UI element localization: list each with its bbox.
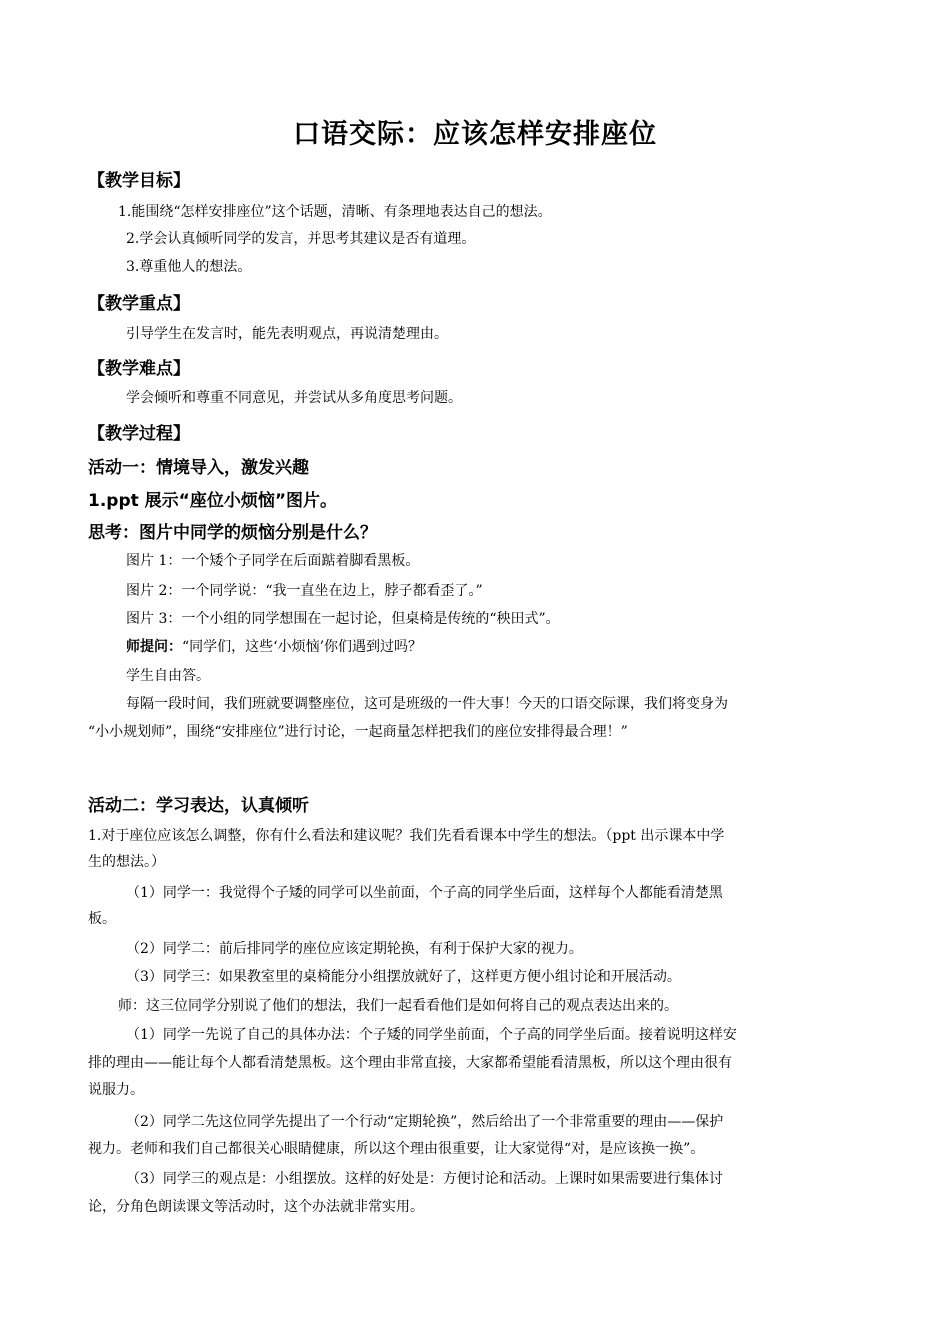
analysis-line: 视力。老师和我们自己都很关心眼睛健康，所以这个理由很重要，让大家觉得“对，是应该换一换”。	[88, 1141, 705, 1157]
picture-desc: 图片 1：一个矮个子同学在后面踮着脚看黑板。	[126, 553, 420, 569]
teacher-comment: 师：这三位同学分别说了他们的想法，我们一起看看他们是如何将自己的观点表达出来的。	[118, 998, 678, 1014]
difficulty-heading: 【教学难点】	[88, 359, 190, 379]
intro-paragraph-line: 每隔一段时间，我们班就要调整座位，这可是班级的一件大事！今天的口语交际课，我们将变身为	[126, 696, 728, 712]
analysis-line: 排的理由——能让每个人都看清楚黑板。这个理由非常直接，大家都希望能看清黑板，所以这个理由很有	[88, 1055, 732, 1071]
teacher-question	[126, 633, 422, 661]
activity2-intro-line: 生的想法。）	[88, 854, 165, 870]
activity1-step1: 1.ppt 展示“座位小烦恼”图片。	[88, 491, 338, 511]
key-heading: 【教学重点】	[88, 294, 190, 314]
analysis-line: 说服力。	[88, 1082, 144, 1098]
analysis-line: （1）同学一先说了自己的具体办法：个子矮的同学坐前面，个子高的同学坐后面。接着说明这样安	[126, 1027, 737, 1043]
analysis-line: 论，分角色朗读课文等活动时，这个办法就非常实用。	[88, 1199, 424, 1215]
teacher-label: 师提问：	[126, 639, 182, 655]
picture-desc: 图片 3：一个小组的同学想围在一起讨论，但桌椅是传统的“秧田式”。	[126, 611, 560, 627]
student-view-line: （2）同学二：前后排同学的座位应该定期轮换，有利于保护大家的视力。	[126, 941, 583, 957]
student-view-line: （3）同学三：如果教室里的桌椅能分小组摆放就好了，这样更方便小组讨论和开展活动。	[126, 969, 681, 985]
analysis-line: （2）同学二先这位同学先提出了一个行动“定期轮换”，然后给出了一个非常重要的理由——保护	[126, 1114, 724, 1130]
activity1-think: 思考：图片中同学的烦恼分别是什么？	[88, 523, 377, 543]
activity2-intro-line: 1.对于座位应该怎么调整，你有什么看法和建议呢？我们先看看课本中学生的想法。（ppt 出示课本中学	[88, 828, 725, 844]
student-view-line: （1）同学一：我觉得个子矮的同学可以坐前面，个子高的同学坐后面，这样每个人都能看清楚黑	[126, 885, 723, 901]
teacher-question-text: “同学们，这些‘小烦恼’你们遇到过吗？	[182, 639, 423, 655]
analysis-line: （3）同学三的观点是：小组摆放。这样的好处是：方便讨论和活动。上课时如果需要进行集体讨	[126, 1171, 723, 1187]
activity2-heading: 活动二：学习表达，认真倾听	[88, 796, 309, 816]
page-title: 口语交际：应该怎样安排座位	[293, 119, 657, 150]
student-view-line: 板。	[88, 911, 116, 927]
goal-item: 3.尊重他人的想法。	[126, 259, 252, 275]
goal-item: 1.能围绕“怎样安排座位”这个话题，清晰、有条理地表达自己的想法。	[118, 204, 552, 220]
picture-desc: 图片 2：一个同学说：“我一直坐在边上，脖子都看歪了。”	[126, 583, 483, 599]
activity1-heading: 活动一：情境导入，激发兴趣	[88, 458, 309, 478]
student-answer: 学生自由答。	[126, 668, 210, 684]
goals-heading: 【教学目标】	[88, 171, 190, 191]
goal-item: 2.学会认真倾听同学的发言，并思考其建议是否有道理。	[126, 231, 476, 247]
intro-paragraph-line: “小小规划师”，围绕“安排座位”进行讨论，一起商量怎样把我们的座位安排得最合理！”	[88, 724, 628, 740]
difficulty-text: 学会倾听和尊重不同意见，并尝试从多角度思考问题。	[126, 390, 462, 406]
process-heading: 【教学过程】	[88, 424, 190, 444]
key-text: 引导学生在发言时，能先表明观点，再说清楚理由。	[126, 326, 448, 342]
